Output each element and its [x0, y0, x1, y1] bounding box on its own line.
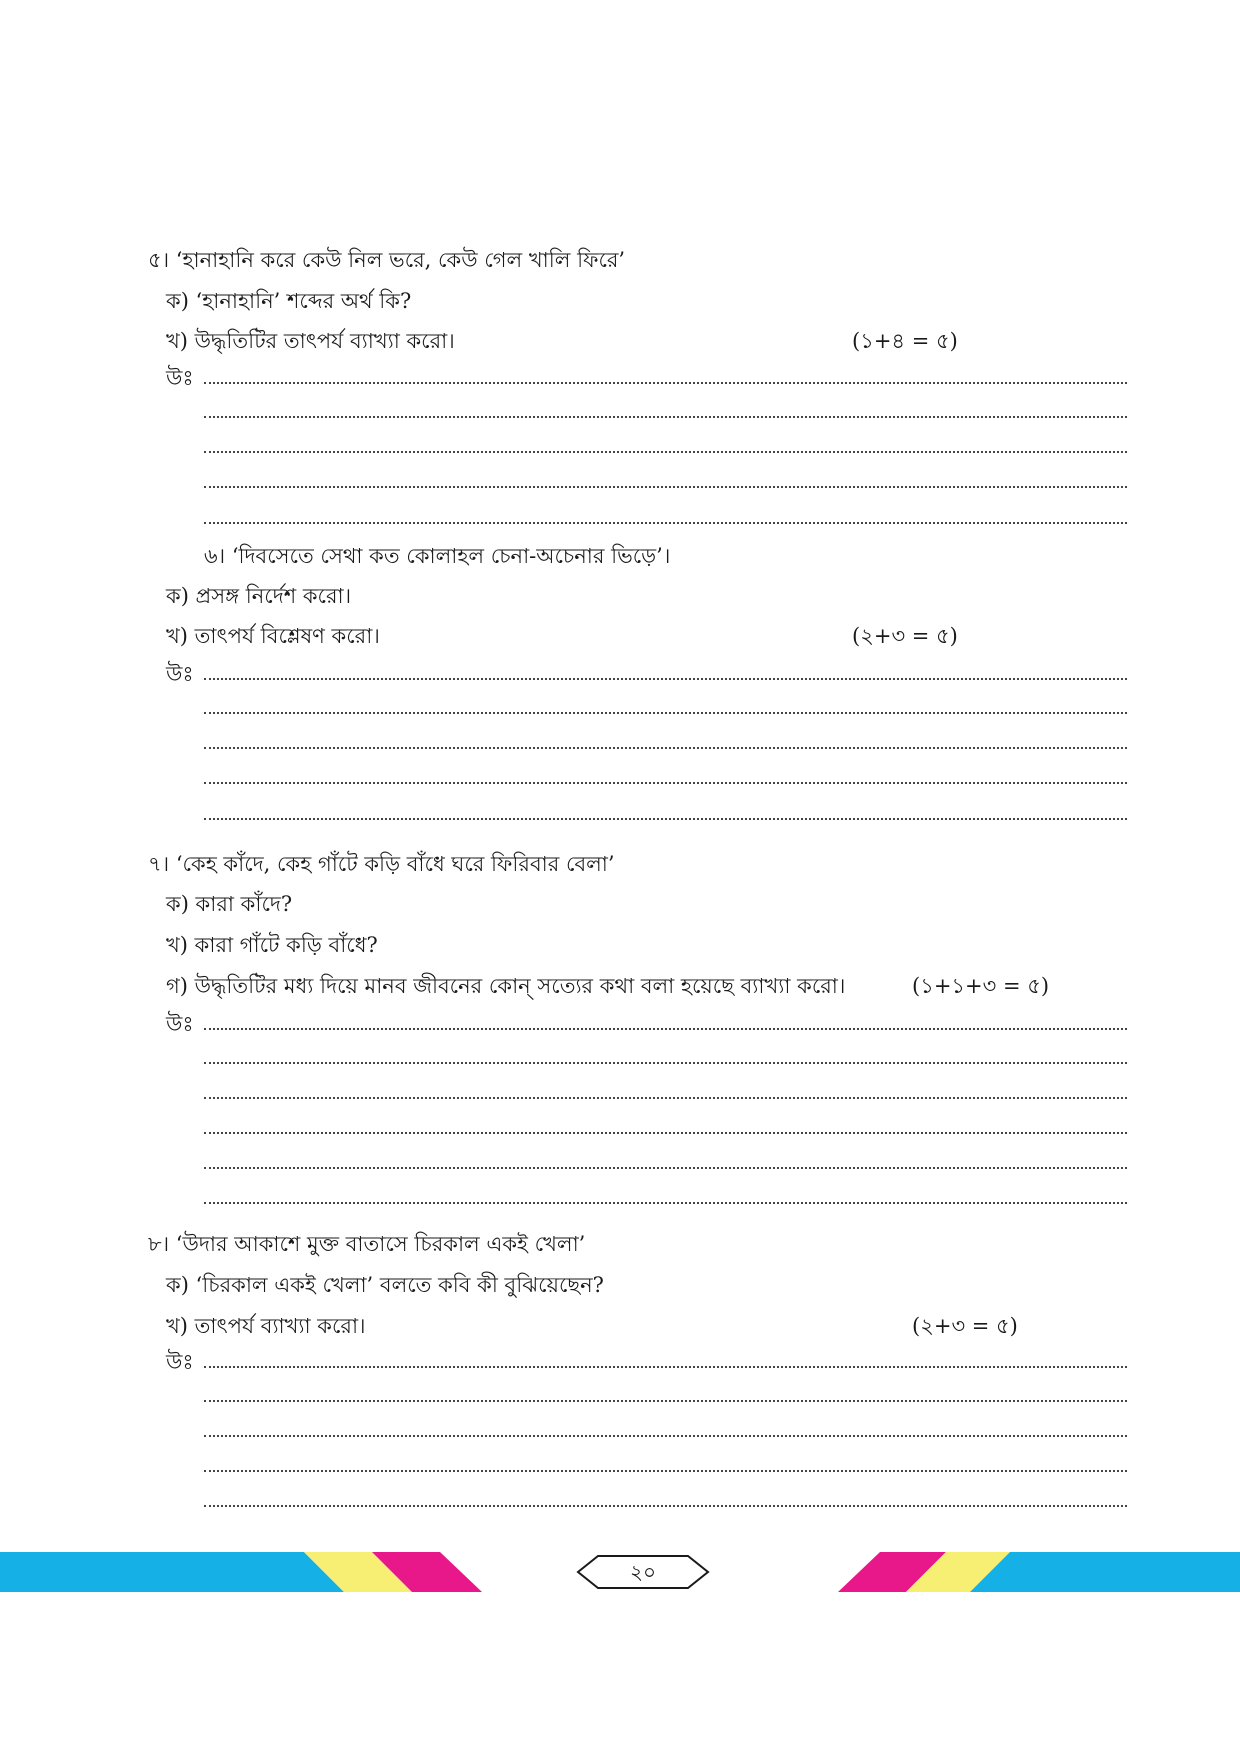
answer-prefix: উঃ — [166, 662, 194, 686]
answer-line[interactable] — [204, 1366, 1127, 1368]
question-title: ৭। ‘কেহ কাঁদে, কেহ গাঁটে কড়ি বাঁধে ঘরে ফিরিবার বেলা’ — [148, 852, 615, 876]
answer-prefix: উঃ — [166, 366, 194, 390]
answer-line[interactable] — [204, 678, 1127, 680]
sub-question: ক) কারা কাঁদে? — [166, 892, 293, 916]
answer-prefix: উঃ — [166, 1350, 194, 1374]
answer-prefix: উঃ — [166, 1012, 194, 1036]
band-right-cyan — [970, 1552, 1240, 1592]
sub-question: খ) কারা গাঁটে কড়ি বাঁধে? — [166, 933, 378, 957]
answer-line[interactable] — [204, 382, 1127, 384]
answer-line[interactable] — [204, 1167, 1127, 1169]
answer-line[interactable] — [204, 712, 1127, 714]
marks-label: (১+১+৩ = ৫) — [912, 974, 1050, 998]
question-title: ৫। ‘হানাহানি করে কেউ নিল ভরে, কেউ গেল খালি ফিরে’ — [148, 248, 626, 272]
answer-line[interactable] — [204, 1097, 1127, 1099]
question-title: ৬। ‘দিবসেতে সেথা কত কোলাহল চেনা-অচেনার ভিড়ে’। — [204, 544, 671, 568]
answer-line[interactable] — [204, 1400, 1127, 1402]
answer-line[interactable] — [204, 1132, 1127, 1134]
answer-line[interactable] — [204, 1202, 1127, 1204]
answer-line[interactable] — [204, 486, 1127, 488]
answer-line[interactable] — [204, 1028, 1127, 1030]
page-number: ২০ — [629, 1560, 656, 1584]
answer-line[interactable] — [204, 782, 1127, 784]
sub-question: ক) ‘চিরকাল একই খেলা’ বলতে কবি কী বুঝিয়েছেন? — [166, 1273, 604, 1297]
marks-label: (১+৪ = ৫) — [852, 329, 958, 353]
answer-line[interactable] — [204, 1470, 1127, 1472]
answer-line[interactable] — [204, 522, 1127, 524]
sub-question: খ) তাৎপর্য ব্যাখ্যা করো। — [166, 1314, 366, 1338]
answer-line[interactable] — [204, 1505, 1127, 1507]
answer-line[interactable] — [204, 747, 1127, 749]
answer-line[interactable] — [204, 1435, 1127, 1437]
answer-line[interactable] — [204, 818, 1127, 820]
sub-question: খ) তাৎপর্য বিশ্লেষণ করো। — [166, 624, 380, 648]
answer-line[interactable] — [204, 1062, 1127, 1064]
question-title: ৮। ‘উদার আকাশে মুক্ত বাতাসে চিরকাল একই খেলা’ — [148, 1232, 586, 1256]
sub-question: ক) ‘হানাহানি’ শব্দের অর্থ কি? — [166, 289, 412, 313]
sub-question: খ) উদ্ধৃতিটির তাৎপর্য ব্যাখ্যা করো। — [166, 329, 455, 353]
marks-label: (২+৩ = ৫) — [852, 624, 958, 648]
sub-question: ক) প্রসঙ্গ নির্দেশ করো। — [166, 584, 352, 608]
marks-label: (২+৩ = ৫) — [912, 1314, 1018, 1338]
band-left-cyan — [0, 1552, 344, 1592]
answer-line[interactable] — [204, 451, 1127, 453]
answer-line[interactable] — [204, 416, 1127, 418]
sub-question: গ) উদ্ধৃতিটির মধ্য দিয়ে মানব জীবনের কোন্ সত্যের কথা বলা হয়েছে ব্যাখ্যা করো। — [166, 974, 846, 998]
